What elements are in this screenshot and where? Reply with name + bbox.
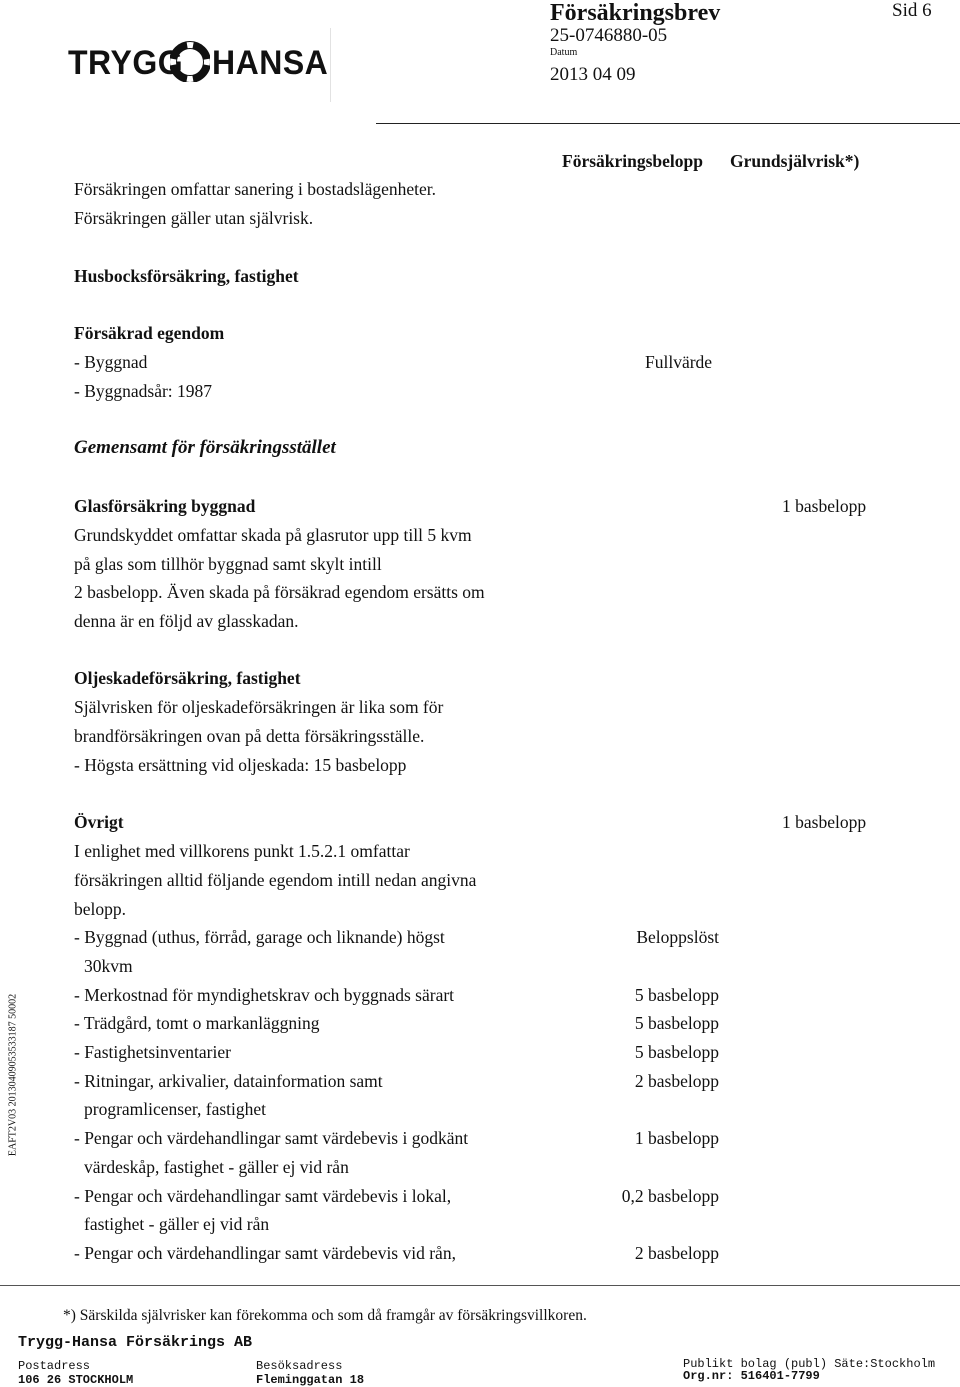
oil-text-line: brandförsäkringen ovan på detta försäkringsställe.: [74, 726, 425, 746]
document-title: Försäkringsbrev: [550, 0, 721, 26]
oil-text-line: - Högsta ersättning vid oljeskada: 15 basbelopp: [74, 755, 407, 775]
document-date: 2013 04 09: [550, 64, 636, 85]
property-line: - Byggnadsår: 1987: [74, 381, 213, 401]
logo-word-left: TRYGG: [68, 42, 184, 82]
column-heading-amount: Försäkringsbelopp: [562, 151, 703, 171]
item-text: - Trädgård, tomt o markanläggning: [74, 1013, 320, 1033]
logo-word-right: HANSA: [212, 42, 329, 82]
item-amount: 1 basbelopp: [634, 1128, 719, 1148]
item-text: - Byggnad (uthus, förråd, garage och liknande) högst: [74, 927, 445, 947]
item-amount: Beloppslöst: [636, 927, 719, 947]
glass-text-line: 2 basbelopp. Även skada på försäkrad egendom ersätts om: [74, 582, 485, 602]
footer-postal-label: Postadress: [18, 1359, 91, 1373]
item-text-continued: 30kvm: [84, 956, 133, 976]
item-text-continued: programlicenser, fastighet: [84, 1099, 267, 1119]
item-text: - Fastighetsinventarier: [74, 1042, 231, 1062]
item-text: - Pengar och värdehandlingar samt värdebevis i lokal,: [74, 1186, 452, 1206]
footer-org-number: Org.nr: 516401-7799: [683, 1369, 820, 1383]
item-amount: 5 basbelopp: [634, 985, 719, 1005]
glass-deductible: 1 basbelopp: [782, 496, 867, 516]
glass-text-line: på glas som tillhör byggnad samt skylt intill: [74, 554, 382, 574]
item-amount: 5 basbelopp: [634, 1042, 719, 1062]
husbock-amount: Fullvärde: [645, 352, 713, 372]
property-line: - Byggnad: [74, 352, 148, 372]
oil-text-line: Självrisken för oljeskadeförsäkringen är lika som för: [74, 697, 444, 717]
other-text-line: I enlighet med villkorens punkt 1.5.2.1 omfattar: [74, 841, 410, 861]
footer-visit-value: Fleminggatan 18: [256, 1373, 365, 1387]
header-rule: [376, 123, 960, 124]
footer-visit-label: Besöksadress: [256, 1359, 343, 1373]
intro-line: Försäkringen omfattar sanering i bostadslägenheter.: [74, 179, 437, 199]
lifebuoy-icon: [170, 40, 210, 82]
item-amount: 2 basbelopp: [634, 1071, 719, 1091]
other-deductible: 1 basbelopp: [782, 812, 867, 832]
item-text: - Pengar och värdehandlingar samt värdebevis vid rån,: [74, 1243, 456, 1263]
section-heading-glass: Glasförsäkring byggnad: [74, 496, 256, 516]
page-number: Sid 6: [892, 0, 932, 21]
other-text-line: belopp.: [74, 899, 127, 919]
section-heading-husbock: Husbocksförsäkring, fastighet: [74, 266, 299, 286]
item-amount: 5 basbelopp: [634, 1013, 719, 1033]
section-heading-common: Gemensamt för försäkringsstället: [74, 437, 336, 458]
footer-company: Trygg-Hansa Försäkrings AB: [18, 1334, 253, 1351]
item-text: - Pengar och värdehandlingar samt värdebevis i godkänt: [74, 1128, 469, 1148]
footer-company-status: Publikt bolag (publ) Säte:Stockholm: [683, 1357, 936, 1371]
glass-text-line: Grundskyddet omfattar skada på glasrutor upp till 5 kvm: [74, 525, 472, 545]
header-separator: [330, 28, 331, 102]
footnote: *) Särskilda självrisker kan förekomma och som då framgår av försäkringsvillkoren.: [63, 1307, 587, 1324]
side-document-code: EAFT2V03 20130409053533187 50002: [7, 993, 19, 1157]
section-heading-other: Övrigt: [74, 812, 124, 832]
item-text-continued: fastighet - gäller ej vid rån: [84, 1214, 270, 1234]
item-amount: 0,2 basbelopp: [621, 1186, 719, 1206]
document-number: 25-0746880-05: [550, 25, 668, 46]
footer-rule: [0, 1285, 960, 1286]
subheading-insured-property: Försäkrad egendom: [74, 323, 225, 343]
date-label: Datum: [550, 47, 578, 58]
footer-postal-value: 106 26 STOCKHOLM: [18, 1373, 134, 1387]
intro-line: Försäkringen gäller utan självrisk.: [74, 208, 314, 228]
other-text-line: försäkringen alltid följande egendom intill nedan angivna: [74, 870, 477, 890]
item-text: - Merkostnad för myndighetskrav och byggnads särart: [74, 985, 455, 1005]
section-heading-oil: Oljeskadeförsäkring, fastighet: [74, 668, 301, 688]
trygg-hansa-logo: [68, 40, 329, 86]
glass-text-line: denna är en följd av glasskadan.: [74, 611, 299, 631]
item-amount: 2 basbelopp: [634, 1243, 719, 1263]
item-text: - Ritningar, arkivalier, datainformation samt: [74, 1071, 383, 1091]
item-text-continued: värdeskåp, fastighet - gäller ej vid rån: [84, 1157, 349, 1177]
column-heading-deductible: Grundsjälvrisk*): [730, 151, 860, 171]
